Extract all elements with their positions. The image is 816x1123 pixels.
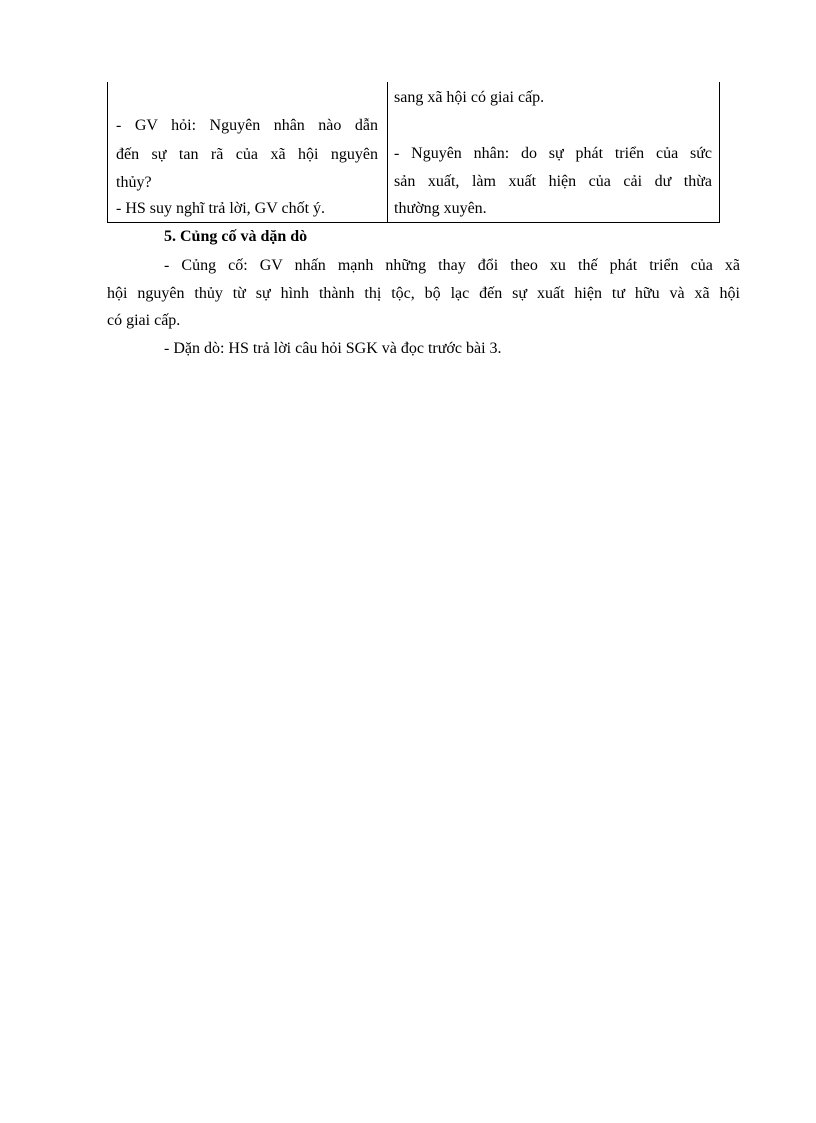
consolidation-line-2: hội nguyên thủy từ sự hình thành thị tộc, bộ lạc đến sự xuất hiện tư hữu và xã hội xyxy=(107,285,740,302)
column-divider xyxy=(387,82,388,222)
student-answer-prompt: - HS suy nghĩ trả lời, GV chốt ý. xyxy=(116,200,326,217)
question-line-1: - GV hỏi: Nguyên nhân nào dẫn xyxy=(116,117,378,134)
question-line-3: thủy? xyxy=(116,174,152,191)
consolidation-line-3: có giai cấp. xyxy=(107,312,181,329)
cause-line-2: sản xuất, làm xuất hiện của cải dư thừa xyxy=(394,173,712,190)
consolidation-line-1: - Củng cố: GV nhấn mạnh những thay đổi theo xu thế phát triển của xã xyxy=(164,257,740,274)
cause-line-3: thường xuyên. xyxy=(394,200,487,217)
lesson-table xyxy=(107,82,720,223)
section-heading: 5. Củng cố và dặn dò xyxy=(164,228,308,245)
cause-line-1: - Nguyên nhân: do sự phát triển của sức xyxy=(394,145,712,162)
homework-line: - Dặn dò: HS trả lời câu hỏi SGK và đọc trước bài 3. xyxy=(164,340,502,357)
continuation-line: sang xã hội có giai cấp. xyxy=(394,89,545,106)
question-line-2: đến sự tan rã của xã hội nguyên xyxy=(116,146,378,163)
